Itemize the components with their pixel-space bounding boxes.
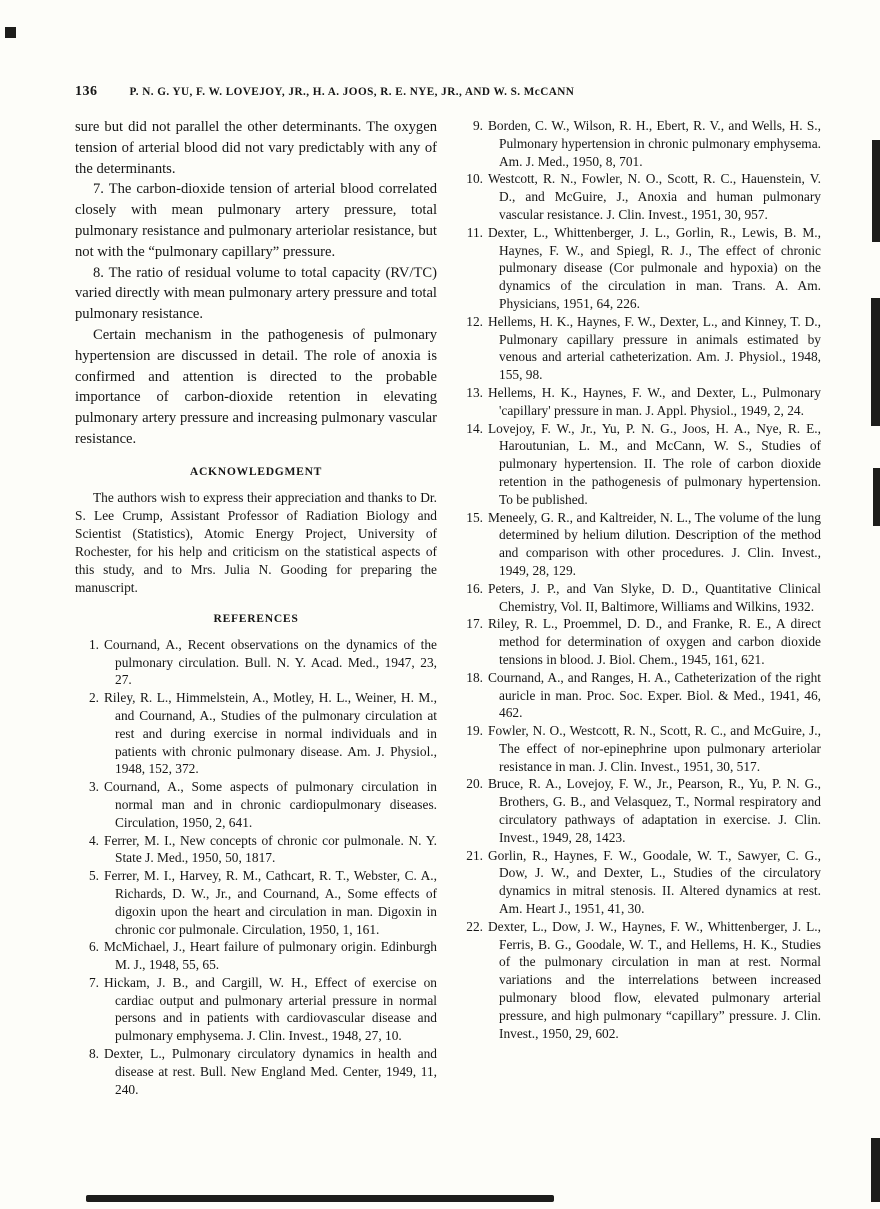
reference-number: 14. <box>466 420 483 436</box>
reference-number: 16. <box>466 580 483 596</box>
paragraph-point-8: 8. The ratio of residual volume to total capacity (RV/TC) varied directly with mean pulmonary artery pressure and total pulmonary resistance. <box>75 264 437 323</box>
reference-number: 19. <box>466 723 483 739</box>
reference-item-21 <box>459 847 821 918</box>
reference-text: Cournand, A., and Ranges, H. A., Catheterization of the right auricle in man. Proc. Soc. Exper. Biol. & Med., 1941, 46, 462. <box>488 669 821 721</box>
reference-number: 20. <box>466 776 483 792</box>
reference-number: 21. <box>466 847 483 863</box>
reference-text: Borden, C. W., Wilson, R. H., Ebert, R. V., and Wells, H. S., Pulmonary hypertension in chronic pulmonary emphysema. Am. J. Med., 1950, 8, 701. <box>488 118 821 169</box>
reference-number: 12. <box>466 313 483 329</box>
references-list-left <box>75 636 437 1099</box>
reference-text: Cournand, A., Recent observations on the dynamics of the pulmonary circulation. Bull. N. Y. Acad. Med., 1947, 23, 27. <box>104 636 437 688</box>
reference-number: 9. <box>472 118 483 133</box>
reference-item-8 <box>75 1045 437 1098</box>
reference-number: 3. <box>88 779 99 795</box>
reference-number: 10. <box>466 171 483 187</box>
paragraph-continued: sure but did not parallel the other determinants. The oxygen tension of arterial blood did not vary predictably with any of the determinants. <box>75 119 437 177</box>
paragraph-conclusion: Certain mechanism in the pathogenesis of pulmonary hypertension are discussed in detail. The role of anoxia is confirmed and attention is directed to the probable importance of carbon-dioxide retention in elevating pulmonary artery pressure and increasing pulmonary vascular resistance. <box>75 326 437 447</box>
reference-item-10 <box>459 170 821 223</box>
acknowledgment-heading: ACKNOWLEDGMENT <box>189 464 323 478</box>
reference-item-2 <box>75 689 437 778</box>
running-head: P. N. G. YU, F. W. LOVEJOY, JR., H. A. JOOS, R. E. NYE, JR., AND W. S. McCANN <box>129 86 575 98</box>
reference-number: 13. <box>466 384 483 400</box>
reference-text: Hellems, H. K., Haynes, F. W., Dexter, L., and Kinney, T. D., Pulmonary capillary pressure in animals estimated by venous and arterial catheterization. Am. J. Physiol., 1948, 155, 98. <box>488 313 821 383</box>
reference-number: 11. <box>466 224 483 240</box>
left-column <box>75 117 437 1098</box>
reference-item-20 <box>459 775 821 846</box>
reference-item-5 <box>75 867 437 938</box>
reference-item-15 <box>459 509 821 580</box>
reference-text: Riley, R. L., Himmelstein, A., Motley, H. L., Weiner, H. M., and Cournand, A., Studies of the pulmonary circulation at rest and during exercise in normal individuals and in patients with chronic pulmonary disease. Am. J. Physiol., 1948, 152, 372. <box>104 690 437 777</box>
reference-text: Hickam, J. B., and Cargill, W. H., Effect of exercise on cardiac output and pulmonary arterial pressure in normal persons and in patients with cardiovascular disease and pulmonary emphysema. J. Clin. Invest., 1948, 27, 10. <box>104 974 437 1044</box>
reference-text: Peters, J. P., and Van Slyke, D. D., Quantitative Clinical Chemistry, Vol. II, Baltimore, Williams and Wilkins, 1932. <box>488 580 821 614</box>
reference-number: 6. <box>88 939 99 955</box>
reference-item-4 <box>75 832 437 868</box>
reference-number: 22. <box>466 918 483 934</box>
reference-item-11 <box>459 224 821 313</box>
reference-number: 18. <box>466 669 483 685</box>
reference-item-19 <box>459 722 821 775</box>
scan-artifact-right-edge-3 <box>873 468 880 526</box>
reference-number: 7. <box>88 974 99 990</box>
reference-text: McMichael, J., Heart failure of pulmonary origin. Edinburgh M. J., 1948, 55, 65. <box>104 939 437 973</box>
reference-text: Cournand, A., Some aspects of pulmonary circulation in normal man and in chronic cardiopulmonary diseases. Circulation, 1950, 2, 641. <box>104 779 437 830</box>
reference-item-22 <box>459 918 821 1043</box>
reference-text: Dexter, L., Pulmonary circulatory dynamics in health and disease at rest. Bull. New England Med. Center, 1949, 11, 240. <box>104 1046 437 1097</box>
scan-artifact-right-edge-4 <box>871 1138 880 1202</box>
reference-number: 5. <box>88 868 99 884</box>
reference-item-9 <box>459 117 821 170</box>
reference-number: 8. <box>88 1046 99 1062</box>
reference-number: 2. <box>88 690 99 706</box>
reference-number: 4. <box>88 832 99 848</box>
reference-text: Dexter, L., Whittenberger, J. L., Gorlin, R., Lewis, B. M., Haynes, F. W., and Spiegl, R. J., The effect of chronic pulmonary disease (Cor pulmonale and hypoxia) on the dynamics of the circulation in man. Trans. A. Am. Physicians, 1951, 64, 226. <box>488 224 821 311</box>
scan-artifact-right-edge-2 <box>871 298 880 426</box>
reference-text: Riley, R. L., Proemmel, D. D., and Franke, R. E., A direct method for determination of oxygen and carbon dioxide tensions in blood. J. Biol. Chem., 1945, 161, 621. <box>488 616 821 667</box>
reference-text: Gorlin, R., Haynes, F. W., Goodale, W. T., Sawyer, C. G., Dow, J. W., and Dexter, L., Studies of the circulatory dynamics in mitral stenosis. II. Altered dynamics at rest. Am. Heart J., 1951, 41, 30. <box>488 847 821 917</box>
reference-number: 1. <box>88 636 99 652</box>
reference-text: Bruce, R. A., Lovejoy, F. W., Jr., Pearson, R., Yu, P. N. G., Brothers, G. B., and Velasquez, T., Normal respiratory and circulatory pathways of adaptation in exercise. J. Clin. Invest., 1949, 28, 1423. <box>488 776 821 845</box>
right-column <box>459 117 821 1098</box>
reference-text: Hellems, H. K., Haynes, F. W., and Dexter, L., Pulmonary 'capillary' pressure in man. J. Appl. Physiol., 1949, 2, 24. <box>488 384 821 418</box>
reference-item-7 <box>75 974 437 1045</box>
paragraph-point-7: 7. The carbon-dioxide tension of arterial blood correlated closely with mean pulmonary artery pressure, total pulmonary resistance and pulmonary arteriolar resistance, but not with the “pulmonary capillary” pressure. <box>75 181 437 260</box>
reference-text: Lovejoy, F. W., Jr., Yu, P. N. G., Joos, H. A., Nye, R. E., Haroutunian, L. M., and McCann, W. S., Studies of pulmonary hypertension. II. The role of carbon dioxide retention in the pathogenesis of pulmonary hypertension. To be published. <box>488 420 821 507</box>
reference-item-1 <box>75 636 437 689</box>
scan-artifact-right-edge-1 <box>872 140 880 242</box>
scan-artifact-top-left <box>5 27 16 38</box>
page-number: 136 <box>75 84 98 99</box>
reference-text: Dexter, L., Dow, J. W., Haynes, F. W., Whittenberger, J. L., Ferris, B. G., Goodale, W. T., and Hellems, H. K., Studies of the pulmonary circulation in man at rest. Normal variations and the interrelations between increased pulmonary blood flow, elevated pulmonary arterial pressure, and high pulmonary “capillary” pressure. J. Clin. Invest., 1950, 29, 602. <box>488 918 821 1041</box>
reference-item-18 <box>459 669 821 722</box>
reference-item-16 <box>459 580 821 616</box>
reference-item-6 <box>75 938 437 974</box>
reference-text: Ferrer, M. I., Harvey, R. M., Cathcart, R. T., Webster, C. A., Richards, D. W., Jr., and Cournand, A., Some effects of digoxin upon the heart and circulation in man. Digoxin in chronic cor pulmonale. Circulation, 1950, 1, 161. <box>104 868 437 937</box>
reference-item-17 <box>459 615 821 668</box>
references-heading: REFERENCES <box>213 611 299 625</box>
scan-artifact-bottom-bar <box>86 1195 554 1202</box>
reference-number: 17. <box>466 616 483 632</box>
acknowledgment-text: The authors wish to express their appreciation and thanks to Dr. S. Lee Crump, Assistant Professor of Radiation Biology and Scientist (Statistics), Atomic Energy Project, University of Rochester, for his help and criticism on the statistical aspects of this study, and to Mrs. Julia N. Gooding for preparing the manuscript. <box>75 489 437 595</box>
references-list-right <box>459 117 821 1042</box>
reference-text: Fowler, N. O., Westcott, R. N., Scott, R. C., and McGuire, J., The effect of nor-epinephrine upon pulmonary arteriolar resistance in man. J. Clin. Invest., 1951, 30, 517. <box>488 723 821 774</box>
reference-item-12 <box>459 313 821 384</box>
reference-text: Ferrer, M. I., New concepts of chronic cor pulmonale. N. Y. State J. Med., 1950, 50, 1817. <box>104 832 437 866</box>
reference-number: 15. <box>466 509 483 525</box>
reference-text: Westcott, R. N., Fowler, N. O., Scott, R. C., Hauenstein, V. D., and McGuire, J., Anoxia and human pulmonary vascular resistance. J. Clin. Invest., 1951, 30, 957. <box>488 171 821 222</box>
reference-item-3 <box>75 778 437 831</box>
reference-item-14 <box>459 420 821 509</box>
page-header <box>75 84 821 100</box>
reference-text: Meneely, G. R., and Kaltreider, N. L., The volume of the lung determined by helium dilution. Description of the method and comparison with other procedures. J. Clin. Invest., 1949, 28, 129. <box>488 509 821 578</box>
two-column-body <box>75 117 821 1098</box>
reference-item-13 <box>459 384 821 420</box>
